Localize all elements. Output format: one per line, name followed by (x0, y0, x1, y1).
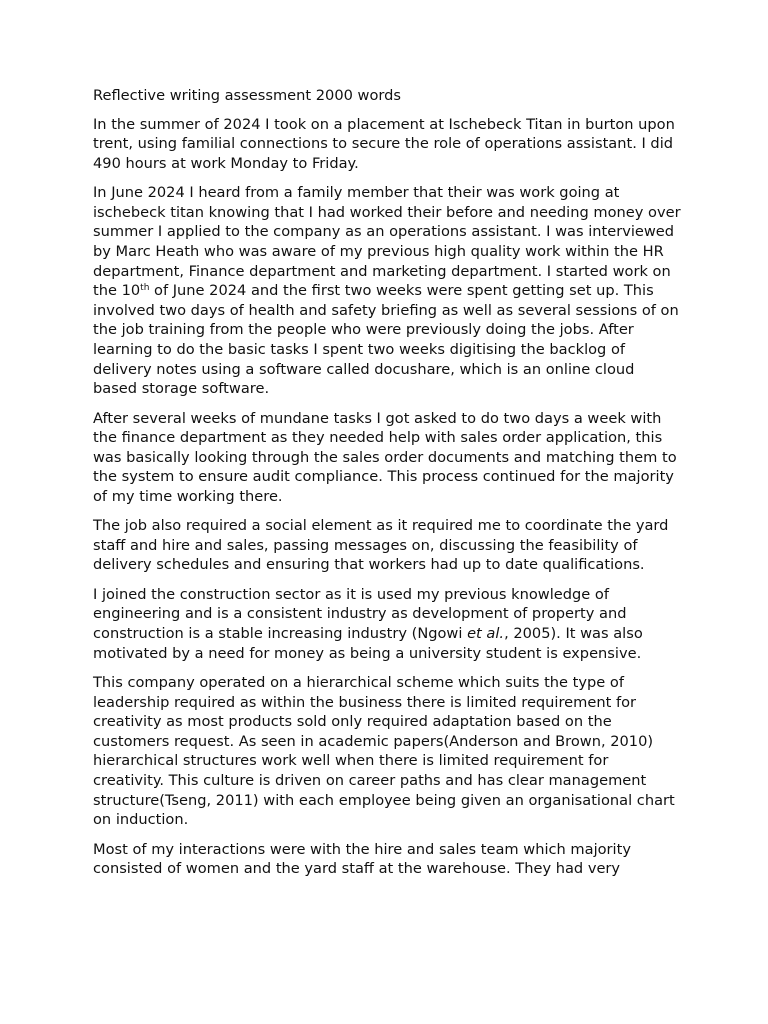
paragraph-2-text-b: of June 2024 and the first two weeks were spent getting set up. This involved two days of health and safety briefing as well as several sessions of on the job training from the people who were previously doing the jobs. After learning to do the basic tasks I spent two weeks digitising the backlog of delivery notes using a software called docushare, which is an online cloud based storage software. (93, 282, 679, 398)
paragraph-7: Most of my interactions were with the hire and sales team which majority consisted of women and the yard staff at the warehouse. They had very (93, 840, 631, 878)
paragraph-6: This company operated on a hierarchical scheme which suits the type of leadership required as within the business there is limited requirement for creativity as most products sold only required adaptation based on the customers request. As seen in academic papers(Anderson and Brown, 2010) hierarchical structures work well when there is limited requirement for creativity. This culture is driven on career paths and has clear management structure(Tseng, 2011) with each employee being given an organisational chart on induction. (93, 674, 675, 829)
document-title: Reflective writing assessment 2000 words (93, 87, 402, 104)
paragraph-2-text-a: In June 2024 I heard from a family member that their was work going at ischebeck titan knowing that I had worked their before and needing money over summer I applied to the company as an operations assistant. I was interviewed by Marc Heath who was aware of my previous high quality work within the HR department, Finance department and marketing department. I started work on the 10 (93, 184, 681, 300)
paragraph-1: In the summer of 2024 I took on a placement at Ischebeck Titan in burton upon trent, using familial connections to secure the role of operations assistant. I did 490 hours at work Monday to Friday. (93, 115, 675, 172)
ordinal-superscript: th (140, 283, 150, 294)
paragraph-5-text-b: , 2005). It was also motivated by a need for money as being a university student is expensive. (93, 625, 643, 662)
document-body (93, 86, 683, 889)
citation-italic: et al. (467, 625, 505, 643)
paragraph-5 (93, 585, 683, 663)
paragraph-5-text-a: I joined the construction sector as it is used my previous knowledge of engineering and is a consistent industry as development of property and construction is a stable increasing industry (Ngowi (93, 585, 627, 643)
paragraph-3: After several weeks of mundane tasks I got asked to do two days a week with the finance department as they needed help with sales order application, this was basically looking through the sales order documents and matching them to the system to ensure audit compliance. This process continued for the majority of my time working there. (93, 409, 677, 505)
paragraph-4: The job also required a social element as it required me to coordinate the yard staff and hire and sales, passing messages on, discussing the feasibility of delivery schedules and ensuring that workers had up to date qualifications. (93, 517, 669, 574)
paragraph-2 (93, 183, 683, 399)
